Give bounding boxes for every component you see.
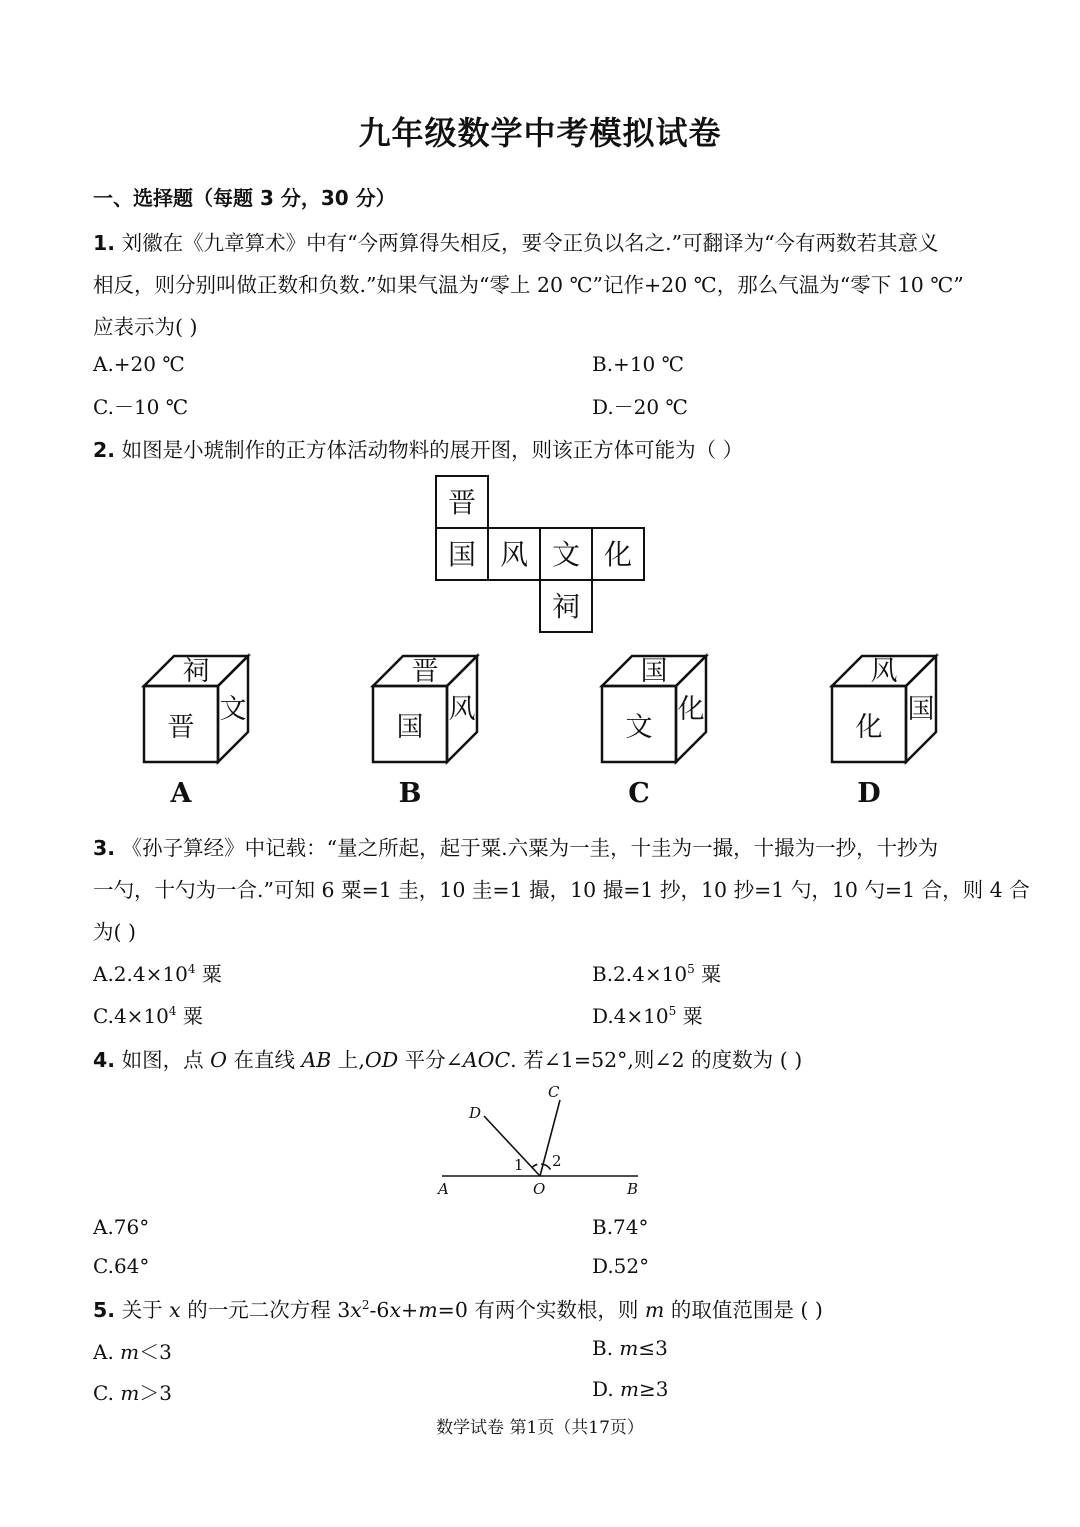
- cube-d-front: 化: [855, 712, 883, 743]
- net-char-top: 晋: [447, 486, 477, 519]
- q4-text-2: 在直线: [226, 1048, 302, 1072]
- cube-c-letter: C: [628, 778, 650, 809]
- q2-text: 如图是小琥制作的正方体活动物料的展开图，则该正方体可能为（ ）: [121, 438, 744, 462]
- q5-exp: 2: [361, 1298, 370, 1312]
- cube-option-b[interactable]: [369, 652, 483, 812]
- q4-option-b[interactable]: B.74°: [592, 1215, 649, 1239]
- q1-line-3: 应表示为( ): [93, 315, 198, 339]
- net-char-3: 文: [551, 538, 581, 571]
- q4-var-ab: AB: [301, 1048, 332, 1072]
- cube-d-side: 国: [907, 694, 935, 725]
- q5-option-d-var: m: [620, 1377, 640, 1401]
- q3-text-1: 《孙子算经》中记载：“量之所起，起于粟.六粟为一圭，十圭为一撮，十撮为一抄，十抄为: [121, 836, 939, 860]
- q5-option-a-label: A.: [93, 1340, 121, 1364]
- cube-a-front: 晋: [167, 712, 195, 743]
- q3-number: 3.: [93, 836, 116, 860]
- q3-option-b[interactable]: [592, 958, 721, 987]
- label-a: A: [438, 1180, 449, 1198]
- q3-option-b-base: B.2.4×10: [592, 962, 688, 986]
- net-char-4: 化: [603, 538, 633, 571]
- q5-var-m1: m: [418, 1298, 438, 1322]
- q5-text-4: +: [401, 1298, 419, 1322]
- q3-option-c[interactable]: [93, 1000, 203, 1029]
- q1-line-1: [93, 226, 939, 256]
- q5-var-x3: x: [389, 1298, 402, 1322]
- cube-option-c[interactable]: [598, 652, 712, 812]
- q3-option-d[interactable]: [592, 1000, 703, 1029]
- q5-option-c-rel: ＞3: [139, 1381, 173, 1405]
- q5-option-d-rel: ≥3: [639, 1377, 669, 1401]
- q3-option-d-unit: 粟: [676, 1004, 703, 1028]
- section-heading: 一、选择题（每题 3 分，30 分）: [93, 186, 396, 210]
- q3-option-a-base: A.2.4×10: [93, 962, 188, 986]
- q5-option-b-rel: ≤3: [638, 1336, 668, 1360]
- q5-text-5: =0 有两个实数根，则: [437, 1298, 645, 1322]
- q5-var-m2: m: [644, 1298, 665, 1322]
- q5-line-1: [93, 1293, 823, 1323]
- q3-line-3: 为( ): [93, 920, 137, 944]
- q1-text-1: 刘徽在《九章算术》中有“今两算得失相反，要令正负以名之.”可翻译为“今有两数若其意义: [121, 231, 939, 255]
- q1-option-a[interactable]: A.+20 ℃: [93, 352, 185, 376]
- q5-option-b[interactable]: [592, 1336, 668, 1360]
- q4-option-a[interactable]: A.76°: [93, 1215, 150, 1239]
- q5-number: 5.: [93, 1298, 116, 1322]
- q1-option-c[interactable]: C.－10 ℃: [93, 395, 189, 419]
- label-o: O: [533, 1180, 546, 1198]
- q2-number: 2.: [93, 438, 116, 462]
- q5-option-c[interactable]: [93, 1377, 172, 1406]
- q3-line-1: [93, 831, 938, 861]
- cube-option-a[interactable]: [140, 652, 254, 812]
- cube-b-side: 风: [448, 694, 476, 725]
- q4-var-od: OD: [364, 1048, 399, 1072]
- q3-option-c-base: C.4×10: [93, 1004, 169, 1028]
- cube-c-top: 国: [640, 656, 668, 687]
- q4-option-d[interactable]: D.52°: [592, 1254, 650, 1278]
- cube-a-side: 文: [219, 694, 247, 725]
- q4-line-1: [93, 1043, 802, 1073]
- q5-option-b-label: B.: [592, 1336, 620, 1360]
- q5-option-d-label: D.: [592, 1377, 621, 1401]
- q5-option-b-var: m: [619, 1336, 639, 1360]
- cube-b-front: 国: [396, 712, 424, 743]
- q3-option-a[interactable]: [93, 958, 222, 987]
- cube-d-letter: D: [857, 778, 881, 809]
- cube-c-side: 化: [677, 694, 705, 725]
- q3-option-b-unit: 粟: [694, 962, 722, 986]
- q1-line-2: 相反，则分别叫做正数和负数.”如果气温为“零上 20 ℃”记作+20 ℃，那么气温为“零下 10 ℃”: [93, 273, 964, 297]
- cube-b-letter: B: [398, 778, 422, 809]
- page-footer: 数学试卷 第1页（共17页）: [436, 1418, 644, 1438]
- label-d: D: [469, 1104, 482, 1122]
- q4-var-o: O: [210, 1048, 227, 1072]
- q5-var-x2: x: [350, 1298, 362, 1322]
- cube-option-d[interactable]: [828, 652, 942, 812]
- q2-line-1: [93, 433, 743, 463]
- label-angle-2: 2: [552, 1152, 562, 1170]
- q3-option-b-exp: 5: [687, 962, 695, 976]
- label-c: C: [548, 1083, 560, 1101]
- label-angle-1: 1: [514, 1156, 524, 1174]
- q5-option-c-label: C.: [93, 1381, 121, 1405]
- q5-text-2: 的一元二次方程 3: [180, 1298, 351, 1322]
- q5-option-c-var: m: [120, 1381, 140, 1405]
- q4-option-c[interactable]: C.64°: [93, 1254, 150, 1278]
- q1-number: 1.: [93, 231, 116, 255]
- q5-option-d[interactable]: [592, 1377, 669, 1401]
- net-char-bottom: 祠: [551, 590, 581, 623]
- q3-line-2: 一勺，十勺为一合.”可知 6 粟=1 圭，10 圭=1 撮，10 撮=1 抄，10 抄=1 勺，10 勺=1 合，则 4 合: [93, 878, 1030, 902]
- cube-a-letter: A: [170, 778, 192, 809]
- net-char-2: 风: [499, 538, 529, 571]
- q4-var-aoc: AOC: [462, 1048, 511, 1072]
- q3-option-c-unit: 粟: [176, 1004, 203, 1028]
- q3-option-d-base: D.4×10: [592, 1004, 669, 1028]
- q4-text-5: . 若∠1=52°,则∠2 的度数为 ( ): [510, 1048, 803, 1072]
- q4-text-1: 如图，点: [121, 1048, 211, 1072]
- page-title: 九年级数学中考模拟试卷: [358, 114, 722, 152]
- cube-net-figure: [430, 470, 650, 636]
- q3-option-c-exp: 4: [168, 1004, 177, 1018]
- q5-text-3: -6: [369, 1298, 390, 1322]
- q4-number: 4.: [93, 1048, 116, 1072]
- q5-option-a-rel: ＜3: [139, 1340, 172, 1364]
- q5-option-a[interactable]: [93, 1336, 172, 1365]
- q1-option-b[interactable]: B.+10 ℃: [592, 352, 684, 376]
- q3-option-a-unit: 粟: [195, 962, 222, 986]
- q1-option-d[interactable]: D.－20 ℃: [592, 395, 688, 419]
- label-b: B: [627, 1180, 639, 1198]
- cube-b-top: 晋: [411, 656, 439, 687]
- cube-a-top: 祠: [182, 656, 210, 687]
- q5-text-1: 关于: [121, 1298, 170, 1322]
- q4-text-3: 上,: [331, 1048, 365, 1072]
- cube-d-top: 风: [870, 656, 898, 687]
- angle-figure: [430, 1078, 650, 1200]
- angle-1-arc: [532, 1164, 537, 1167]
- q3-option-a-exp: 4: [187, 962, 196, 976]
- q4-text-4: 平分∠: [398, 1048, 463, 1072]
- cube-c-front: 文: [625, 712, 653, 743]
- q5-var-x1: x: [169, 1298, 181, 1322]
- q5-text-6: 的取值范围是 ( ): [664, 1298, 823, 1322]
- q3-option-d-exp: 5: [668, 1004, 677, 1018]
- q5-option-a-var: m: [120, 1340, 140, 1364]
- net-char-1: 国: [447, 538, 477, 571]
